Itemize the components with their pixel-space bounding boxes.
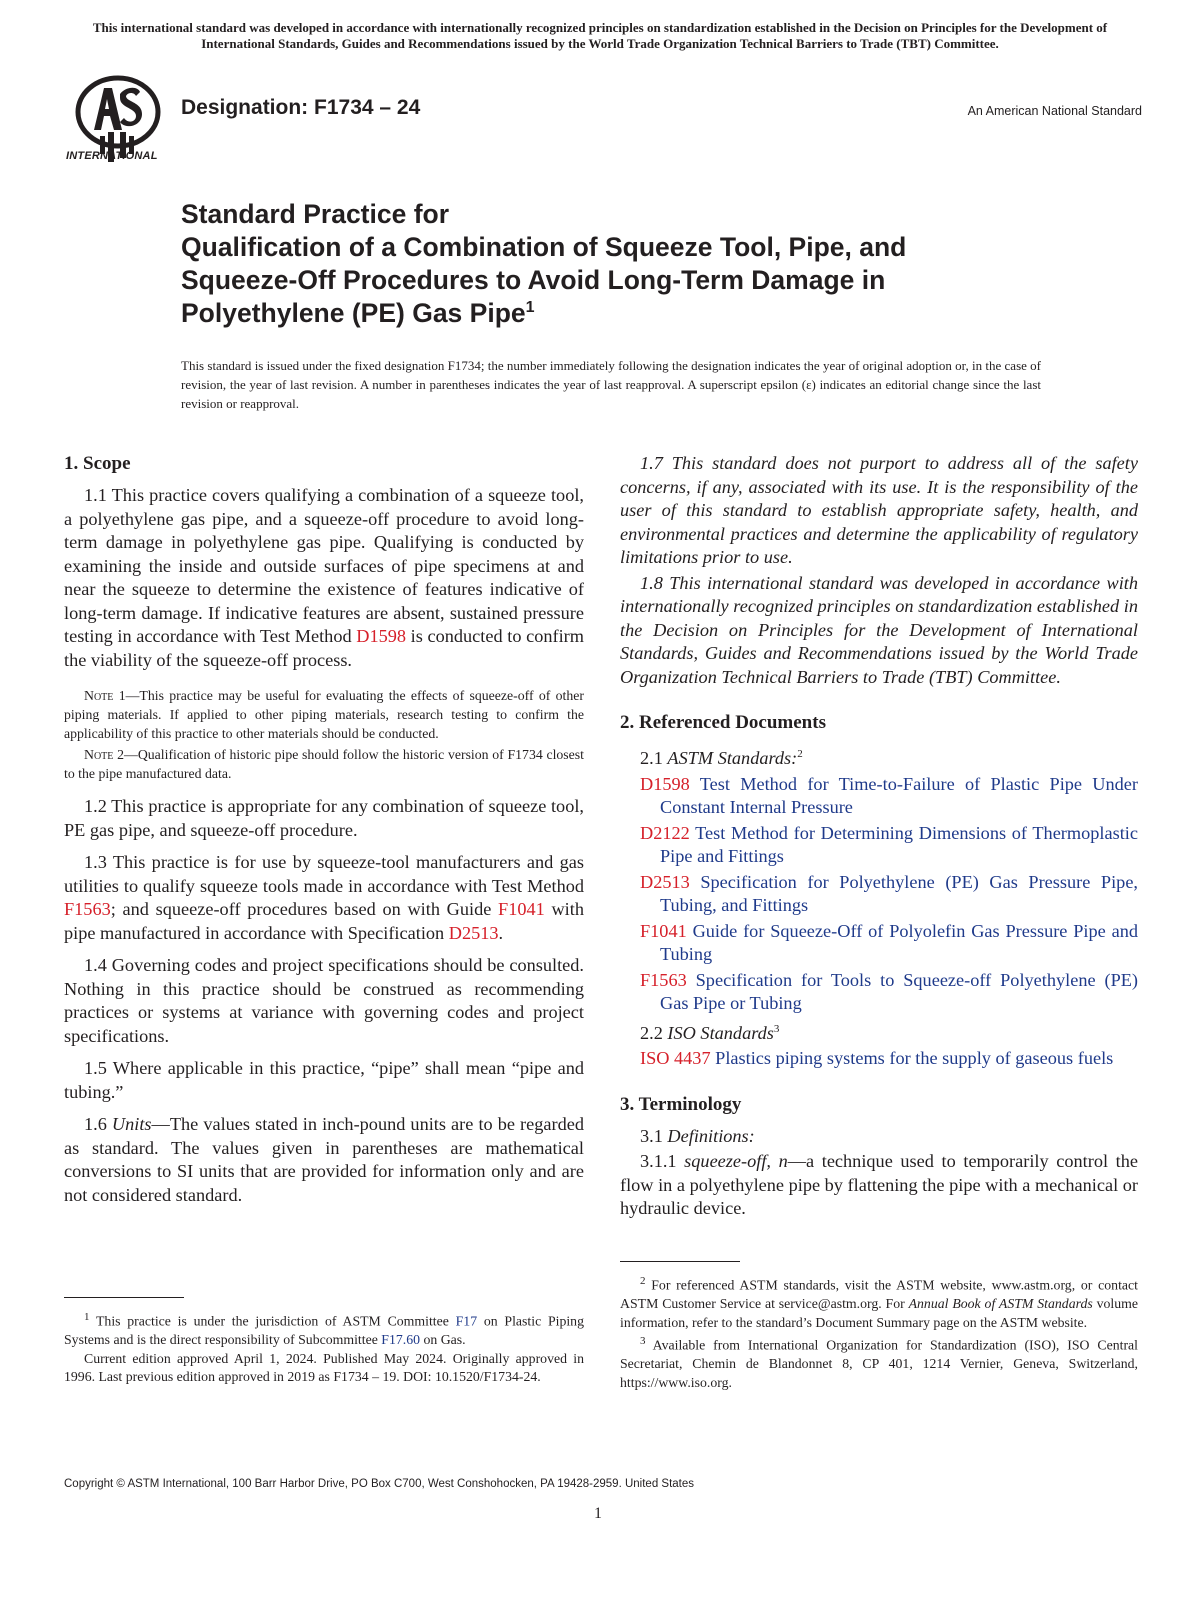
title-footnote-mark: 1 — [525, 299, 535, 317]
section-heading-scope: 1. Scope — [64, 453, 131, 474]
logo-caption: INTERNATIONAL — [66, 150, 158, 162]
footnote-3: $^3$ Available from International Organization for Standardization (ISO), ISO Central Secretariat, Chemin de Blandonnet 8, CP 401, 1214 Vernier, Geneva, Switzerland, https://www.iso.org. — [620, 1335, 1138, 1390]
link-d2513[interactable]: D2513 — [448, 922, 499, 943]
left-column — [64, 452, 584, 1216]
ref-code-link[interactable]: D2122 — [640, 822, 690, 843]
ref-code-link[interactable]: F1563 — [640, 969, 687, 990]
section-heading-referenced-documents: 2. Referenced Documents — [620, 712, 826, 733]
footnote-1: $^1$ This practice is under the jurisdiction of ASTM Committee F17 on Plastic Piping Systems and is the direct responsibility of Subcommittee F17.60 on Gas. Current edition approved April 1, 2024. Published May 2024. Originally approved in 1996. Last previous edition approved in 2019 as F1734 – 19. DOI: 10.1520/F1734-24. — [64, 1311, 584, 1385]
title-line-2: Qualification of a Combination of Squeeze Tool, Pipe, and — [181, 232, 907, 262]
link-f1563[interactable]: F1563 — [64, 899, 111, 919]
title-line-1: Standard Practice for — [181, 199, 450, 229]
astm-ref-item — [620, 920, 1138, 967]
link-f17[interactable]: F17 — [455, 1313, 478, 1329]
link-f1041[interactable]: F1041 — [498, 899, 545, 919]
ref-title-link[interactable]: Test Method for Determining Dimensions of Thermoplastic Pipe and Fittings — [660, 822, 1138, 867]
footnote-rule-right — [620, 1261, 740, 1262]
right-column — [620, 452, 1138, 1230]
astm-ref-item — [620, 822, 1138, 869]
note-2: Note 2—Qualification of historic pipe should follow the historic version of F1734 closest to the pipe manufactured data. — [64, 747, 584, 781]
issue-note: This standard is issued under the fixed designation F1734; the number immediately following the designation indicates the year of original adoption or, in the case of revision, the year of last revision. A number in parentheses indicates the year of last reapproval. A superscript epsilon (ε) indicates an editorial change since the last revision or reapproval. — [181, 358, 1041, 411]
astm-standards-label: 2.1 ASTM Standards:$^2$ — [640, 748, 803, 769]
title-line-3: Squeeze-Off Procedures to Avoid Long-Term Damage in — [181, 265, 886, 295]
national-standard-label: An American National Standard — [967, 104, 1142, 118]
iso-reference-list — [620, 1047, 1138, 1071]
ref-title-link[interactable]: Guide for Squeeze-Off of Polyolefin Gas Pressure Pipe and Tubing — [660, 920, 1138, 965]
ref-title-link[interactable]: Specification for Tools to Squeeze-off Polyethylene (PE) Gas Pipe or Tubing — [660, 969, 1138, 1014]
ref-title-link[interactable]: Specification for Polyethylene (PE) Gas Pressure Pipe, Tubing, and Fittings — [660, 871, 1139, 916]
footnote-rule-left — [64, 1297, 184, 1298]
title-line-4: Polyethylene (PE) Gas Pipe$^1$ — [181, 298, 535, 328]
note-1: Note 1—This practice may be useful for evaluating the effects of squeeze-off of other piping materials. If applied to other piping materials, research testing to confirm the applicability of this practice to other materials should be conducted. — [64, 688, 585, 741]
para-1-8: 1.8 This international standard was developed in accordance with internationally recognized principles on standardization established in the Decision on Principles for the Development of International Standards, Guides and Recommendations issued by the World Trade Organization Technical Barriers to Trade (TBT) Committee. — [620, 572, 1138, 687]
link-f17-60[interactable]: F17.60 — [381, 1332, 421, 1348]
iso-ref-item — [620, 1047, 1138, 1071]
ref-code-link[interactable]: D1598 — [640, 773, 690, 794]
iso-standards-label: 2.2 ISO Standards$^3$ — [640, 1022, 780, 1043]
ref-code-link[interactable]: ISO 4437 — [640, 1048, 711, 1069]
para-1-6: 1.6 Units—The values stated in inch-pound units are to be regarded as standard. The values given in parentheses are mathematical conversions to SI units that are provided for information only and are not considered standard. — [64, 1114, 584, 1205]
link-d1598[interactable]: D1598 — [356, 626, 407, 646]
ref-code-link[interactable]: F1041 — [640, 920, 687, 941]
para-1-7: 1.7 This standard does not purport to address all of the safety concerns, if any, associated with its use. It is the responsibility of the user of this standard to establish appropriate safety, health, and environmental practices and determine the applicability of regulatory limitations prior to use. — [620, 453, 1138, 567]
page-number: 1 — [594, 1505, 602, 1522]
para-1-4: 1.4 Governing codes and project specifications should be consulted. Nothing in this practice should be construed as recommending practices or systems at variance with governing codes and project specifications. — [64, 955, 584, 1046]
para-1-2: 1.2 This practice is appropriate for any combination of squeeze tool, PE gas pipe, and squeeze-off procedure. — [64, 796, 584, 840]
definitions-label: 3.1 Definitions: — [640, 1125, 755, 1146]
ref-title-link[interactable]: Plastics piping systems for the supply of gaseous fuels — [715, 1048, 1114, 1069]
footnote-2: $^2$ For referenced ASTM standards, visit the ASTM website, www.astm.org, or contact ASTM Customer Service at service@astm.org. For Annual Book of ASTM Standards volume information, refer to the standard’s Document Summary page on the ASTM website. — [620, 1275, 1138, 1330]
definition-squeeze-off: 3.1.1 squeeze-off, n—a technique used to temporarily control the flow in a polyethylene pipe by flattening the pipe with a mechanical or hydraulic device. — [620, 1151, 1138, 1219]
document-title — [181, 198, 1081, 330]
copyright-notice: Copyright © ASTM International, 100 Barr Harbor Drive, PO Box C700, West Conshohocken, PA 19428-2959. United States — [64, 1478, 695, 1490]
astm-ref-item — [620, 871, 1138, 918]
ref-code-link[interactable]: D2513 — [640, 871, 690, 892]
para-1-1: 1.1 This practice covers qualifying a combination of a squeeze tool, a polyethylene gas pipe, and a squeeze-off procedure to avoid long-term damage in polyethylene gas pipe. Qualifying is conducted by examining the inside and outside surfaces of pipe specimens at and near the squeeze to determine the existence of features indicative of long-term damage. If indicative features are absent, sustained pressure testing in accordance with Test Method D1598 is conducted to confirm the viability of the squeeze-off process. — [64, 485, 584, 670]
astm-ref-item — [620, 773, 1138, 820]
astm-ref-item — [620, 969, 1138, 1016]
para-1-3: 1.3 This practice is for use by squeeze-tool manufacturers and gas utilities to qualify squeeze tools made in accordance with Test Method F1563; and squeeze-off procedures based on with Guide F1041 with pipe manufactured in accordance with Specification D2513. — [64, 852, 584, 943]
astm-reference-list — [620, 773, 1138, 1016]
footnotes-2-3 — [620, 1272, 1138, 1392]
designation: Designation: F1734 – 24 — [181, 96, 421, 119]
para-1-5: 1.5 Where applicable in this practice, “pipe” shall mean “pipe and tubing.” — [64, 1058, 584, 1102]
ref-title-link[interactable]: Test Method for Time-to-Failure of Plastic Pipe Under Constant Internal Pressure — [660, 773, 1138, 818]
wto-notice: This international standard was developed in accordance with internationally recognized principles on standardization established in the Decision on Principles for the Development of International Standards, Guides and Recommendations issued by the World Trade Organization Technical Barriers to Trade (TBT) Committee. — [92, 20, 1108, 51]
section-heading-terminology: 3. Terminology — [620, 1093, 742, 1115]
